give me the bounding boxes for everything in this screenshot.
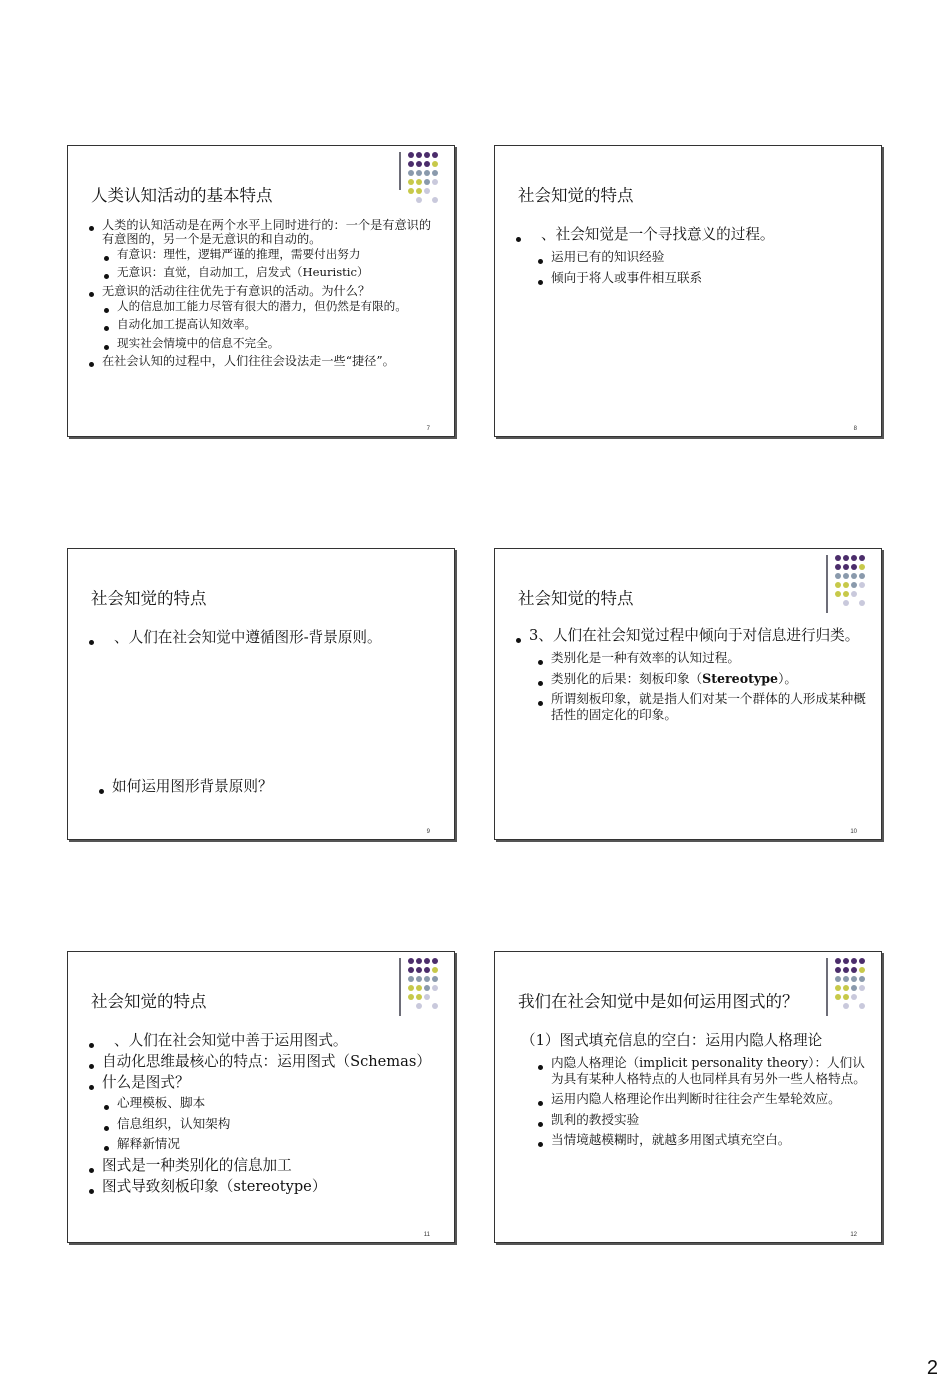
decoration-dot	[835, 994, 841, 1000]
decoration-dot	[835, 564, 841, 570]
decoration-dot	[859, 985, 865, 991]
decoration-dot	[859, 976, 865, 982]
decoration-dot	[859, 958, 865, 964]
slide-number: 12	[850, 1232, 857, 1238]
decoration-dot	[843, 591, 849, 597]
decoration-dot	[835, 967, 841, 973]
bullet-text: ）。	[778, 670, 797, 686]
sub-bullet-item: 自动化加工提高认知效率。	[99, 318, 440, 332]
decoration-dot	[859, 582, 865, 588]
decoration-dot	[416, 179, 422, 185]
decoration-dot	[424, 188, 430, 194]
decoration-dot	[432, 967, 438, 973]
decoration-dot	[859, 573, 865, 579]
decoration-dot	[424, 161, 430, 167]
decoration-dot	[432, 958, 438, 964]
decoration-dot	[432, 170, 438, 176]
decoration-dot	[432, 197, 438, 203]
slide-9	[67, 548, 455, 840]
slide-12	[494, 951, 882, 1243]
slide-title: 社会知觉的特点	[91, 589, 207, 608]
decoration-dot	[835, 958, 841, 964]
decoration-dot	[432, 976, 438, 982]
decoration-dot	[416, 967, 422, 973]
slide-number: 8	[853, 426, 857, 432]
bullet-item: 3、人们在社会知觉过程中倾向于对信息进行归类。	[511, 627, 867, 644]
decoration-dot	[408, 161, 414, 167]
decoration-dot	[843, 994, 849, 1000]
slide-title: 社会知觉的特点	[91, 992, 207, 1011]
decoration-dot	[843, 555, 849, 561]
sub-bullet-item: 有意识：理性，逻辑严谨的推理，需要付出努力	[99, 248, 440, 262]
decoration-dot	[851, 582, 857, 588]
sub-bullet-item: 无意识：直觉，自动加工，启发式（Heuristic）	[99, 266, 440, 280]
bullet-item: 如何运用图形背景原则？	[94, 778, 440, 795]
decoration-dot	[843, 564, 849, 570]
decoration-dot	[424, 985, 430, 991]
sub-bullet-item: 信息组织，认知架构	[99, 1116, 440, 1132]
decoration-dot	[432, 179, 438, 185]
dot-grid-decoration-icon	[399, 150, 447, 210]
decoration-dot	[851, 967, 857, 973]
decoration-dot	[859, 555, 865, 561]
decoration-dot	[843, 582, 849, 588]
decoration-dot	[859, 600, 865, 606]
decoration-dot	[408, 994, 414, 1000]
decoration-dot	[851, 564, 857, 570]
bullet-item: 、社会知觉是一个寻找意义的过程。	[511, 226, 867, 243]
decoration-dot	[432, 1003, 438, 1009]
decoration-dot	[843, 958, 849, 964]
sub-bullet-item: 现实社会情境中的信息不完全。	[99, 337, 440, 351]
decoration-dot	[424, 170, 430, 176]
decoration-dot	[851, 958, 857, 964]
bullet-item: 、人们在社会知觉中遵循图形-背景原则。	[84, 629, 440, 646]
slide-title: 社会知觉的特点	[518, 186, 634, 205]
sub-bullet-item: 类别化是一种有效率的认知过程。	[533, 650, 867, 666]
decoration-dot	[416, 152, 422, 158]
decoration-dot	[851, 555, 857, 561]
decoration-dot	[859, 1003, 865, 1009]
decoration-dot	[424, 976, 430, 982]
decoration-dot	[843, 1003, 849, 1009]
decoration-dot	[408, 958, 414, 964]
decoration-dot	[408, 179, 414, 185]
decoration-dot	[424, 994, 430, 1000]
bullet-item: 自动化思维最核心的特点：运用图式（Schemas）	[84, 1053, 440, 1070]
bullet-item: 图式是一种类别化的信息加工	[84, 1157, 440, 1174]
decoration-dot	[432, 161, 438, 167]
decoration-dot	[843, 967, 849, 973]
sub-bullet-item: 解释新情况	[99, 1136, 440, 1152]
slide-number: 10	[850, 829, 857, 835]
decoration-dot	[424, 152, 430, 158]
decoration-dot	[416, 197, 422, 203]
page-number: 2	[926, 1357, 938, 1379]
slide-8	[494, 145, 882, 437]
bullet-item: 什么是图式？	[84, 1074, 440, 1091]
decoration-dot	[835, 573, 841, 579]
sub-bullet-item: 心理模板、脚本	[99, 1095, 440, 1111]
decoration-dot	[408, 152, 414, 158]
decoration-dot	[835, 582, 841, 588]
decoration-dot	[416, 1003, 422, 1009]
slide-7	[67, 145, 455, 437]
decoration-dot	[835, 976, 841, 982]
sub-bullet-item: 所谓刻板印象，就是指人们对某一个群体的人形成某种概括性的固定化的印象。	[533, 691, 867, 722]
decoration-dot	[408, 985, 414, 991]
decoration-dot	[843, 600, 849, 606]
bullet-item: 图式导致刻板印象（stereotype）	[84, 1178, 440, 1195]
slide-number: 11	[423, 1232, 430, 1238]
numbered-heading: （1）图式填充信息的空白：运用内隐人格理论	[521, 1032, 823, 1049]
decoration-dot	[843, 573, 849, 579]
slide-title: 人类认知活动的基本特点	[91, 186, 273, 205]
slide-number: 7	[426, 426, 430, 432]
dot-grid-decoration-icon	[826, 956, 874, 1016]
decoration-dot	[432, 152, 438, 158]
decoration-dot	[859, 564, 865, 570]
decoration-dot	[851, 985, 857, 991]
sub-bullet-item: 倾向于将人或事件相互联系	[533, 270, 867, 286]
decoration-dot	[416, 170, 422, 176]
slide-number: 9	[426, 829, 430, 835]
decoration-dot	[416, 985, 422, 991]
decoration-dot	[851, 573, 857, 579]
sub-bullet-item	[533, 671, 867, 687]
bullet-item: 、人们在社会知觉中善于运用图式。	[84, 1032, 440, 1049]
bullet-item: 在社会认知的过程中，人们往往会设法走一些“捷径”。	[84, 355, 440, 369]
decoration-dot	[424, 967, 430, 973]
sub-bullet-item: 当情境越模糊时，就越多用图式填充空白。	[533, 1132, 867, 1148]
dot-grid-decoration-icon	[399, 956, 447, 1016]
decoration-dot	[835, 555, 841, 561]
decoration-dot	[416, 958, 422, 964]
decoration-dot	[424, 179, 430, 185]
decoration-dot	[851, 591, 857, 597]
decoration-dot	[416, 994, 422, 1000]
sub-bullet-item: 运用已有的知识经验	[533, 249, 867, 265]
decoration-dot	[416, 976, 422, 982]
sub-bullet-item: 人的信息加工能力尽管有很大的潜力，但仍然是有限的。	[99, 300, 440, 314]
decoration-dot	[408, 170, 414, 176]
decoration-dot	[835, 985, 841, 991]
decoration-dot	[851, 976, 857, 982]
decoration-dot	[432, 985, 438, 991]
bullet-item: 人类的认知活动是在两个水平上同时进行的：一个是有意识的有意图的，另一个是无意识的和自动的。	[84, 219, 440, 246]
decoration-dot	[416, 188, 422, 194]
bullet-item: 无意识的活动往往优先于有意识的活动。为什么？	[84, 285, 440, 299]
decoration-dot	[851, 994, 857, 1000]
decoration-dot	[843, 985, 849, 991]
decoration-dot	[408, 976, 414, 982]
sub-bullet-item: 凯利的教授实验	[533, 1112, 867, 1128]
dot-grid-decoration-icon	[826, 553, 874, 613]
decoration-dot	[416, 161, 422, 167]
decoration-dot	[408, 188, 414, 194]
slide-title: 社会知觉的特点	[518, 589, 634, 608]
decoration-dot	[424, 958, 430, 964]
slide-11	[67, 951, 455, 1243]
sub-bullet-item: 运用内隐人格理论作出判断时往往会产生晕轮效应。	[533, 1091, 867, 1107]
slide-10	[494, 548, 882, 840]
decoration-dot	[408, 967, 414, 973]
decoration-dot	[843, 976, 849, 982]
bullet-text: 类别化的后果：刻板印象（	[551, 670, 703, 686]
decoration-dot	[835, 591, 841, 597]
decoration-dot	[859, 967, 865, 973]
slide-title: 我们在社会知觉中是如何运用图式的？	[518, 992, 799, 1011]
sub-bullet-item: 内隐人格理论（implicit personality theory）：人们认为具有某种人格特点的人也同样具有另外一些人格特点。	[533, 1055, 867, 1086]
stereotype-term: Stereotype	[702, 670, 779, 686]
